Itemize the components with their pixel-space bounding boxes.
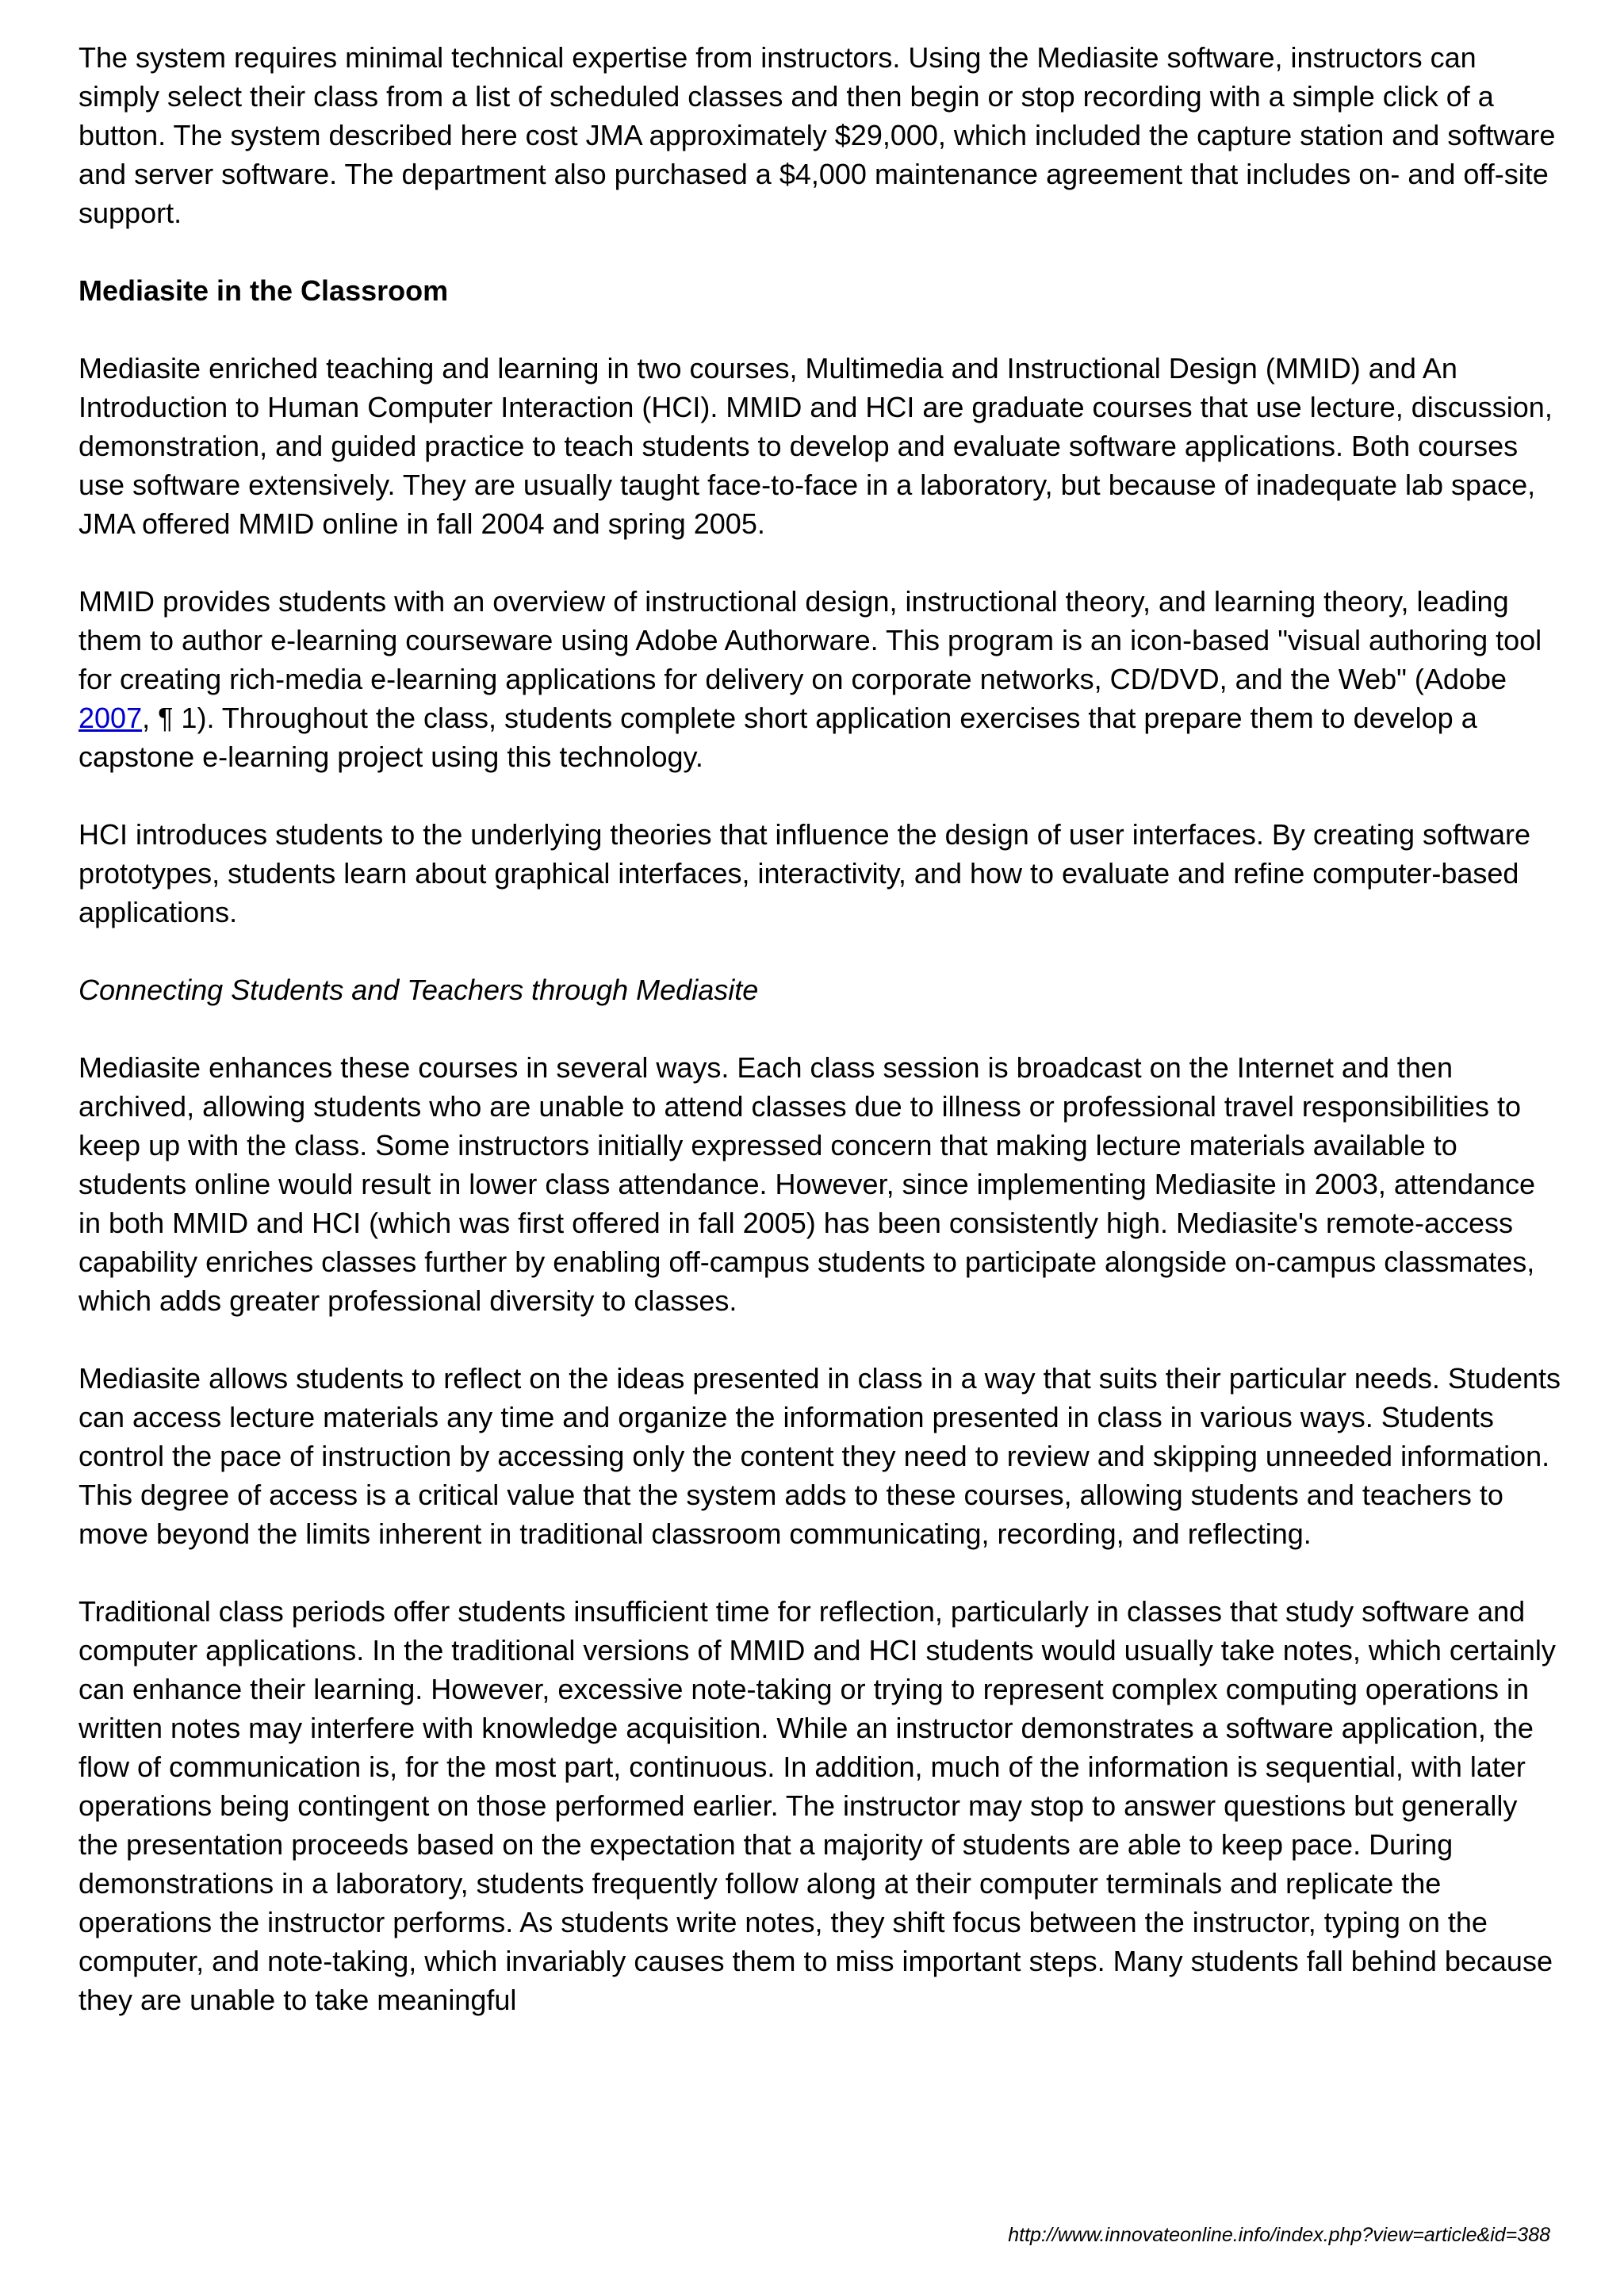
section-heading-classroom: Mediasite in the Classroom bbox=[79, 274, 449, 307]
citation-link-adobe-2007[interactable]: 2007 bbox=[79, 702, 143, 734]
paragraph-enhances: Mediasite enhances these courses in several ways. Each class session is broadcast on the Internet and then archived, allowing students who are unable to attend classes due to illness or professional travel responsibilities to keep up with the class. Some instructors initially expressed concern that making lecture materials available to students online would result in lower class attendance. However, since implementing Mediasite in 2003, attendance in both MMID and HCI (which was first offered in fall 2005) has been consistently high. Mediasite's remote-access capability enriches classes further by enabling off-campus students to participate alongside on-campus classmates, which adds greater professional diversity to classes. bbox=[79, 1051, 1536, 1317]
paragraph-cost: The system requires minimal technical expertise from instructors. Using the Mediasite software, instructors can simply select their class from a list of scheduled classes and then begin or stop recording with a simple click of a button. The system described here cost JMA approximately $29,000, which included the capture station and software and server software. The department also purchased a $4,000 maintenance agreement that includes on- and off-site support. bbox=[79, 41, 1556, 229]
paragraph-mmid bbox=[79, 582, 1561, 776]
subsection-heading-connecting: Connecting Students and Teachers through Mediasite bbox=[79, 974, 759, 1006]
footer-url: http://www.innovateonline.info/index.php?view=article&id=388 bbox=[1008, 2224, 1550, 2246]
paragraph-courses: Mediasite enriched teaching and learning in two courses, Multimedia and Instructional Design (MMID) and An Introduction to Human Computer Interaction (HCI). MMID and HCI are graduate courses that use lecture, discussion, demonstration, and guided practice to teach students to develop and evaluate software applications. Both courses use software extensively. They are usually taught face-to-face in a laboratory, but because of inadequate lab space, JMA offered MMID online in fall 2004 and spring 2005. bbox=[79, 352, 1553, 540]
paragraph-traditional: Traditional class periods offer students insufficient time for reflection, particularly in classes that study software and computer applications. In the traditional versions of MMID and HCI students would usually take notes, which certainly can enhance their learning. However, excessive note-taking or trying to represent complex computing operations in written notes may interfere with knowledge acquisition. While an instructor demonstrates a software application, the flow of communication is, for the most part, continuous. In addition, much of the information is sequential, with later operations being contingent on those performed earlier. The instructor may stop to answer questions but generally the presentation proceeds based on the expectation that a majority of students are able to keep pace. During demonstrations in a laboratory, students frequently follow along at their computer terminals and replicate the operations the instructor performs. As students write notes, they shift focus between the instructor, typing on the computer, and note-taking, which invariably causes them to miss important steps. Many students fall behind because they are unable to take meaningful bbox=[79, 1595, 1556, 2016]
paragraph-mmid-text-end: , ¶ 1). Throughout the class, students complete short application exercises that prepare them to develop a capstone e-learning project using this technology. bbox=[79, 702, 1477, 773]
paragraph-reflect: Mediasite allows students to reflect on the ideas presented in class in a way that suits their particular needs. Students can access lecture materials any time and organize the information presented in class in various ways. Students control the pace of instruction by accessing only the content they need to review and skipping unneeded information. This degree of access is a critical value that the system adds to these courses, allowing students and teachers to move beyond the limits inherent in traditional classroom communicating, recording, and reflecting. bbox=[79, 1362, 1561, 1550]
article-body bbox=[79, 38, 1561, 2019]
paragraph-hci: HCI introduces students to the underlying theories that influence the design of user interfaces. By creating software prototypes, students learn about graphical interfaces, interactivity, and how to evaluate and refine computer-based applications. bbox=[79, 818, 1531, 928]
paragraph-mmid-text-start: MMID provides students with an overview of instructional design, instructional theory, and learning theory, leading them to author e-learning courseware using Adobe Authorware. This program is an icon-based "visual authoring tool for creating rich-media e-learning applications for delivery on corporate networks, CD/DVD, and the Web" (Adobe bbox=[79, 585, 1542, 695]
